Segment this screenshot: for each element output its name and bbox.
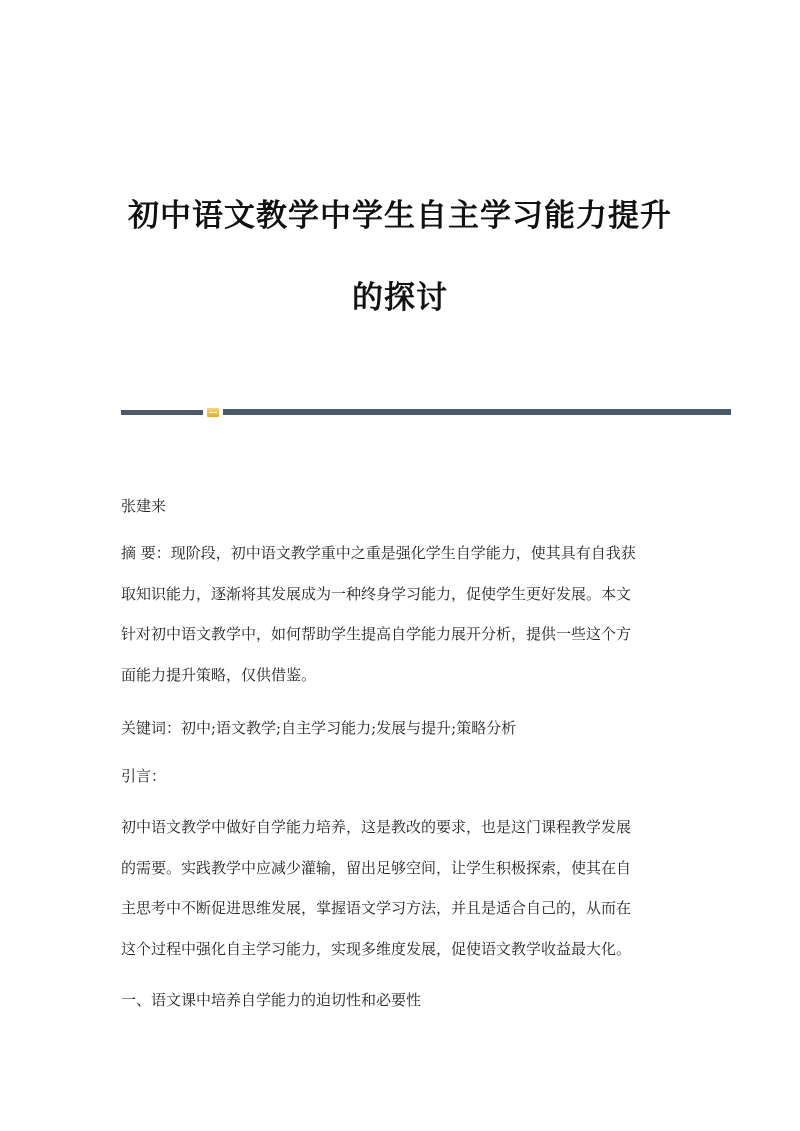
intro-paragraph xyxy=(121,816,683,978)
intro-line: 的需要。实践教学中应减少灌输，留出足够空间，让学生积极探索，使其在自 xyxy=(121,858,632,877)
abstract-line: 针对初中语文教学中，如何帮助学生提高自学能力展开分析，提供一些这个方 xyxy=(121,625,632,643)
title-divider xyxy=(121,408,731,416)
divider-bar-left xyxy=(121,410,203,415)
intro-line: 初中语文教学中做好自学能力培养，这是教改的要求，也是这门课程教学发展 xyxy=(121,818,632,836)
abstract-line: 摘 要：现阶段，初中语文教学重中之重是强化学生自学能力，使其具有自我获 xyxy=(121,544,636,562)
abstract-line: 取知识能力，逐渐将其发展成为一种终身学习能力，促使学生更好发展。本文 xyxy=(121,584,632,603)
keywords-line: 关键词：初中;语文教学;自主学习能力;发展与提升;策略分析 xyxy=(121,719,517,737)
page-title-line-2: 的探讨 xyxy=(352,280,448,316)
divider-ornament-icon xyxy=(207,408,219,417)
section-heading-1: 一、语文课中培养自学能力的迫切性和必要性 xyxy=(121,991,422,1009)
intro-heading: 引言： xyxy=(121,767,167,785)
page-title-line-1: 初中语文教学中学生自主学习能力提升 xyxy=(128,198,672,234)
abstract-line: 面能力提升策略，仅供借鉴。 xyxy=(121,665,317,684)
abstract-paragraph xyxy=(121,542,683,704)
divider-bar-right xyxy=(223,409,731,415)
intro-line: 主思考中不断促进思维发展，掌握语文学习方法，并且是适合自己的，从而在 xyxy=(121,899,632,917)
intro-line: 这个过程中强化自主学习能力，实现多维度发展，促使语文教学收益最大化。 xyxy=(121,939,632,958)
author-name: 张建来 xyxy=(121,497,167,515)
